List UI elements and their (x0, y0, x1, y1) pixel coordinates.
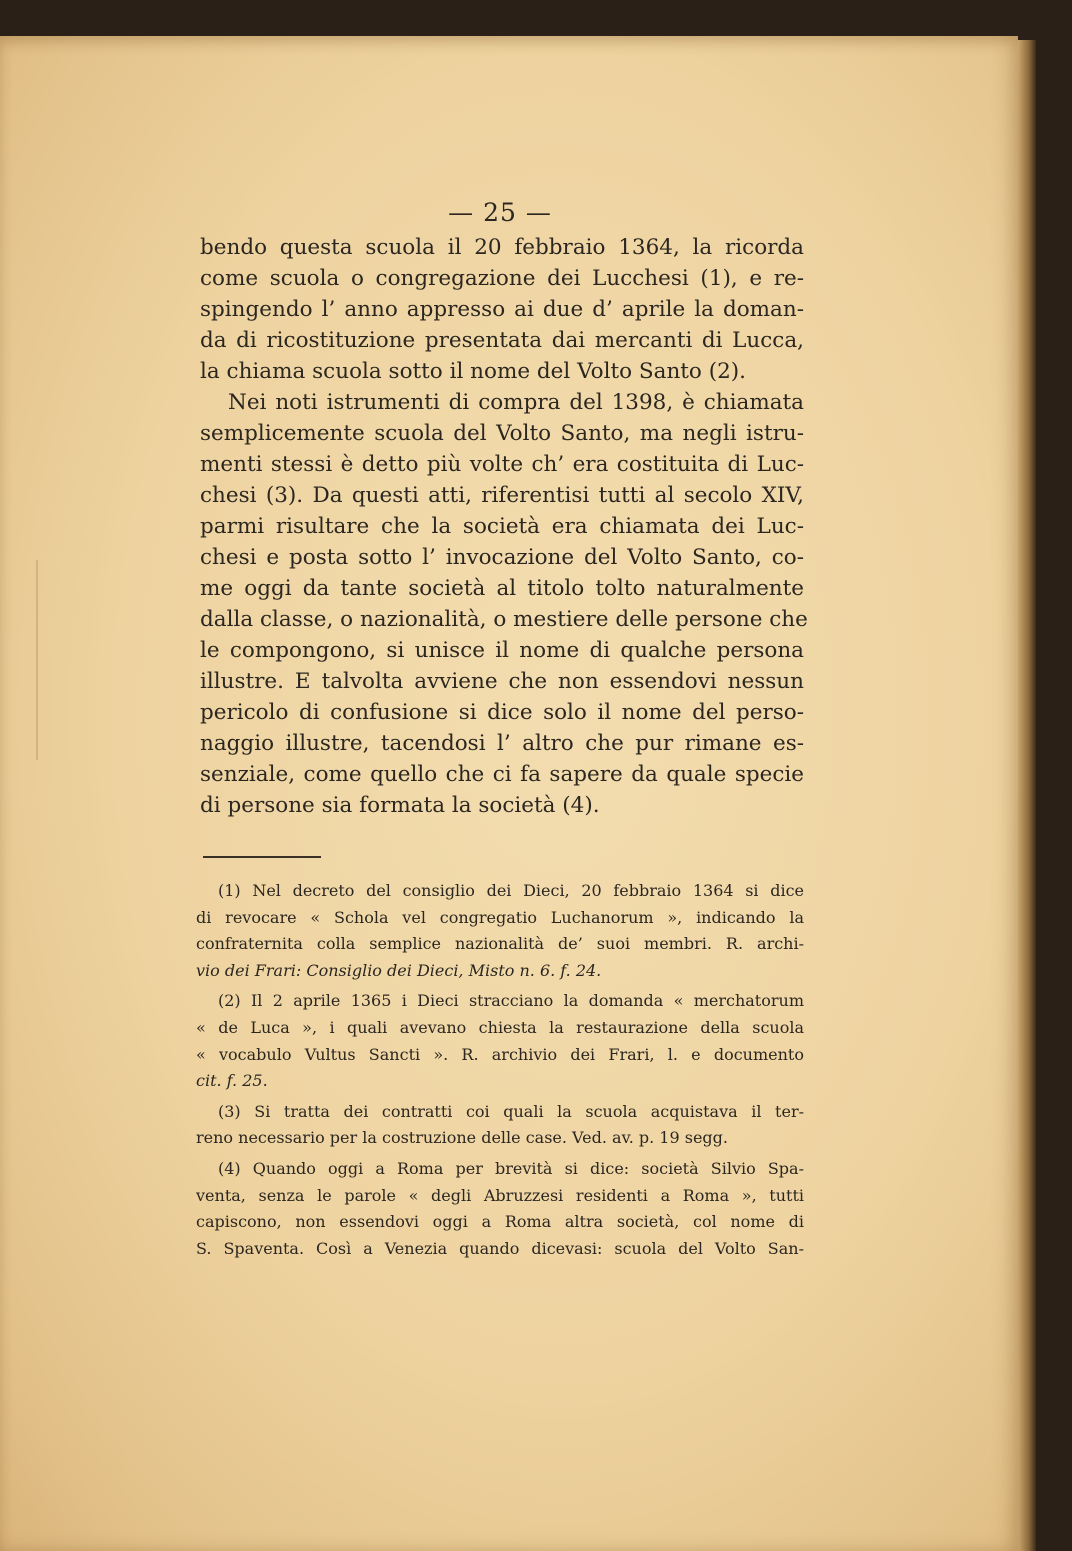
text-line: chesi e posta sotto l’ invocazione del Volto Santo, co- (200, 545, 804, 570)
footnote-line: (2) Il 2 aprile 1365 i Dieci stracciano la domanda « merchatorum (218, 991, 804, 1011)
footnote-line: « vocabulo Vultus Sancti ». R. archivio dei Frari, l. e documento (196, 1044, 804, 1064)
footnote-line: « de Luca », i quali avevano chiesta la restaurazione della scuola (196, 1017, 804, 1037)
text-line: Nei noti istrumenti di compra del 1398, è chiamata (228, 390, 804, 415)
footnote-3 (196, 1099, 804, 1152)
text-line: di persone sia formata la società (4). (200, 793, 600, 818)
page-number: — 25 — (448, 198, 552, 227)
footnote-4 (196, 1156, 804, 1262)
footnote-rule (203, 856, 321, 858)
text-line: senziale, come quello che ci fa sapere da quale specie (200, 762, 804, 787)
footnote-line: venta, senza le parole « degli Abruzzesi residenti a Roma », tutti (196, 1185, 804, 1205)
text-line: chesi (3). Da questi atti, riferentisi tutti al secolo XIV, (200, 483, 804, 508)
gutter-mark (36, 560, 38, 760)
footnote-line: capiscono, non essendovi oggi a Roma altra società, col nome di (196, 1212, 804, 1232)
footnote-line: (4) Quando oggi a Roma per brevità si dice: società Silvio Spa- (218, 1158, 804, 1178)
footnote-line: cit. f. 25. (196, 1071, 268, 1091)
footnote-line: confraternita colla semplice nazionalità de’ suoi membri. R. archi- (196, 934, 804, 954)
text-line: dalla classe, o nazionalità, o mestiere delle persone che (200, 607, 808, 632)
main-text (200, 232, 808, 821)
footnote-line: reno necessario per la costruzione delle case. Ved. av. p. 19 segg. (196, 1128, 728, 1148)
text-line: pericolo di confusione si dice solo il nome del perso- (200, 700, 804, 725)
footnotes (196, 878, 804, 1262)
text-line: parmi risultare che la società era chiamata dei Luc- (200, 514, 804, 539)
footnote-1 (196, 878, 804, 984)
footnote-line: vio dei Frari: Consiglio dei Dieci, Misto n. 6. f. 24. (196, 960, 602, 980)
footnote-line: di revocare « Schola vel congregatio Luchanorum », indicando la (196, 907, 804, 927)
footnote-line: S. Spaventa. Così a Venezia quando dicevasi: scuola del Volto San- (196, 1238, 804, 1258)
text-line: le compongono, si unisce il nome di qualche persona (200, 638, 804, 663)
footnote-line: (1) Nel decreto del consiglio dei Dieci, 20 febbraio 1364 si dice (218, 881, 804, 900)
page-edge (1018, 40, 1036, 1551)
text-line: illustre. E talvolta avviene che non essendovi nessun (200, 669, 804, 694)
text-line: me oggi da tante società al titolo tolto naturalmente (200, 576, 804, 601)
text-line: da di ricostituzione presentata dai mercanti di Lucca, (200, 328, 804, 353)
text-line: semplicemente scuola del Volto Santo, ma negli istru- (200, 421, 804, 446)
text-line: menti stessi è detto più volte ch’ era costituita di Luc- (200, 452, 804, 477)
text-line: bendo questa scuola il 20 febbraio 1364, la ricorda (200, 235, 804, 260)
text-line: la chiama scuola sotto il nome del Volto Santo (2). (200, 359, 746, 384)
text-line: come scuola o congregazione dei Lucchesi (1), e re- (200, 266, 804, 291)
footnote-2 (196, 988, 804, 1094)
footnote-line: (3) Si tratta dei contratti coi quali la scuola acquistava il ter- (218, 1101, 804, 1121)
text-line: naggio illustre, tacendosi l’ altro che pur rimane es- (200, 731, 804, 756)
text-line: spingendo l’ anno appresso ai due d’ aprile la doman- (200, 297, 804, 322)
